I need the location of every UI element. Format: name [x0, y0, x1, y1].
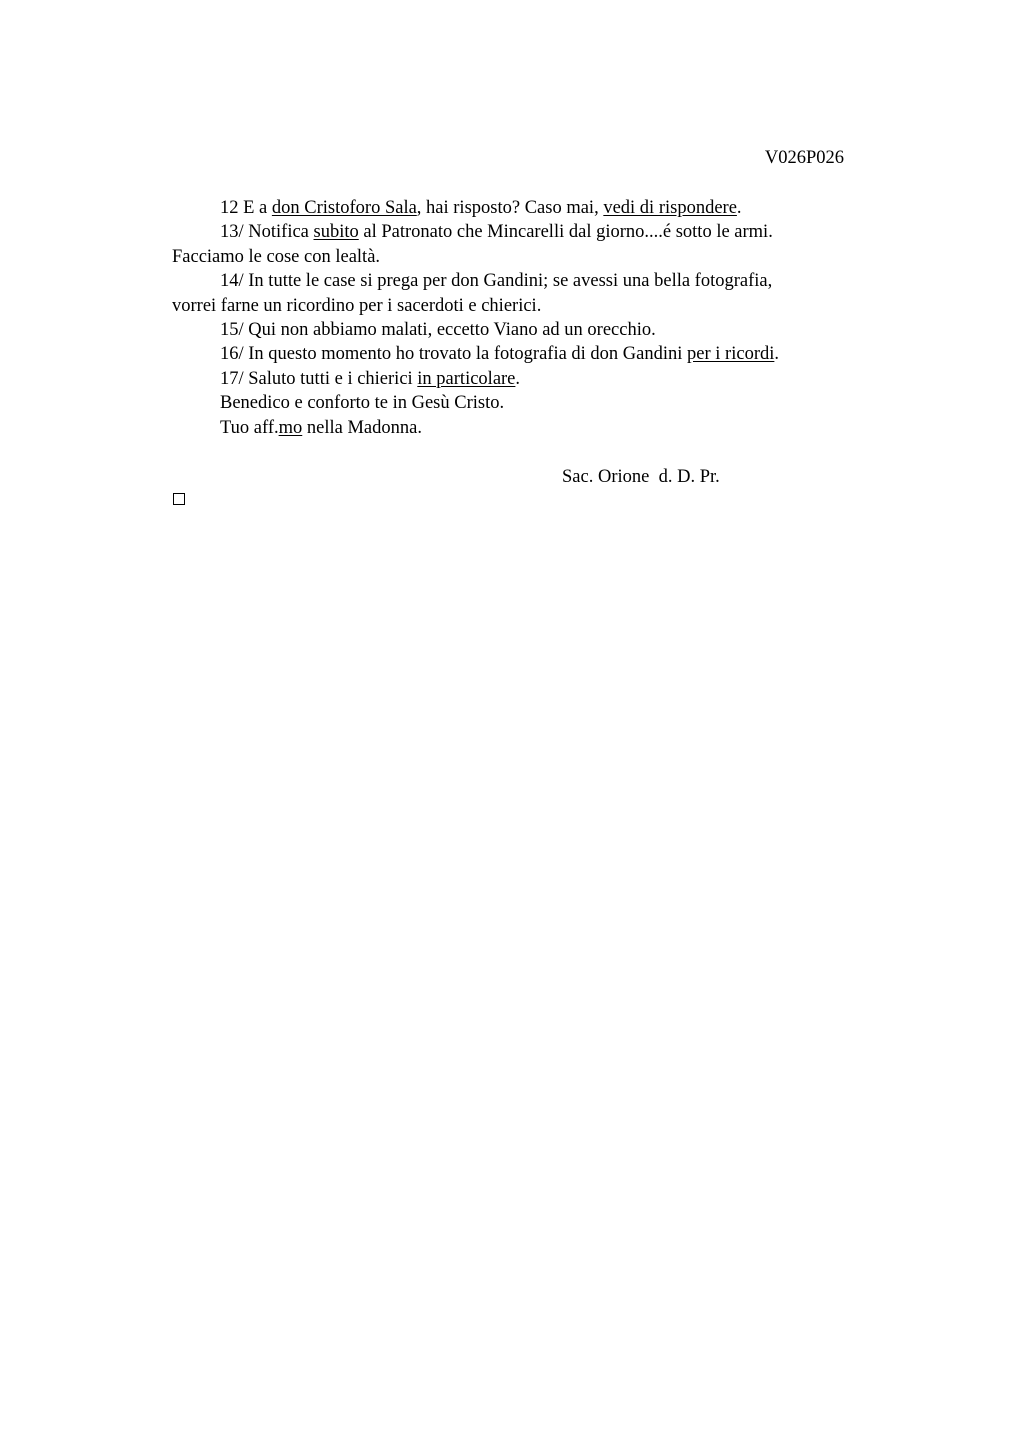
document-id: V026P026 — [764, 148, 844, 168]
paragraph-15-text: 15/ Qui non abbiamo malati, eccetto Viano ad un orecchio. — [220, 320, 656, 341]
closing-salutation-text-b: nella Madonna. — [302, 417, 422, 438]
underlined-subito: subito — [313, 222, 359, 243]
underlined-vedi-di-rispondere: vedi di rispondere — [603, 198, 737, 218]
paragraph-13-text-a: 13/ Notifica — [220, 222, 314, 243]
paragraph-13-text-b: al Patronato che Mincarelli dal giorno....é sotto le armi. — [358, 222, 773, 243]
paragraph-12-text-b: , hai risposto? Caso mai, — [416, 198, 604, 218]
end-of-text-box-icon — [173, 493, 185, 505]
paragraph-16 — [172, 342, 852, 366]
paragraph-14-line-2: vorrei farne un ricordino per i sacerdoti e chierici. — [172, 295, 542, 316]
closing-blessing-text: Benedico e conforto te in Gesù Cristo. — [220, 393, 505, 414]
underlined-in-particolare: in particolare — [417, 368, 516, 389]
paragraph-13 — [172, 220, 852, 269]
closing-blessing — [172, 391, 852, 415]
paragraph-13-line-2: Facciamo le cose con lealtà. — [172, 246, 381, 267]
letter-body — [172, 196, 852, 440]
paragraph-12 — [172, 196, 852, 220]
paragraph-17-text-b: . — [515, 368, 521, 389]
underlined-mo: mo — [278, 417, 303, 438]
signature: Sac. Orione d. D. Pr. — [562, 467, 720, 487]
paragraph-15 — [172, 318, 852, 342]
paragraph-16-text-a: 16/ In questo momento ho trovato la fotografia di don Gandini — [220, 344, 688, 365]
paragraph-12-text-c: . — [736, 198, 742, 218]
paragraph-12-text-a: 12 E a — [220, 198, 272, 218]
paragraph-14 — [172, 269, 852, 318]
paragraph-14-line-1: 14/ In tutte le case si prega per don Gandini; se avessi una bella fotografia, — [220, 271, 773, 292]
paragraph-17-text-a: 17/ Saluto tutti e i chierici — [220, 368, 418, 389]
paragraph-17 — [172, 367, 852, 391]
underlined-don-cristoforo-sala: don Cristoforo Sala — [271, 198, 417, 218]
closing-salutation — [172, 416, 852, 440]
underlined-per-i-ricordi: per i ricordi — [687, 344, 775, 365]
closing-salutation-text-a: Tuo aff. — [220, 417, 279, 438]
paragraph-16-text-b: . — [774, 344, 779, 365]
